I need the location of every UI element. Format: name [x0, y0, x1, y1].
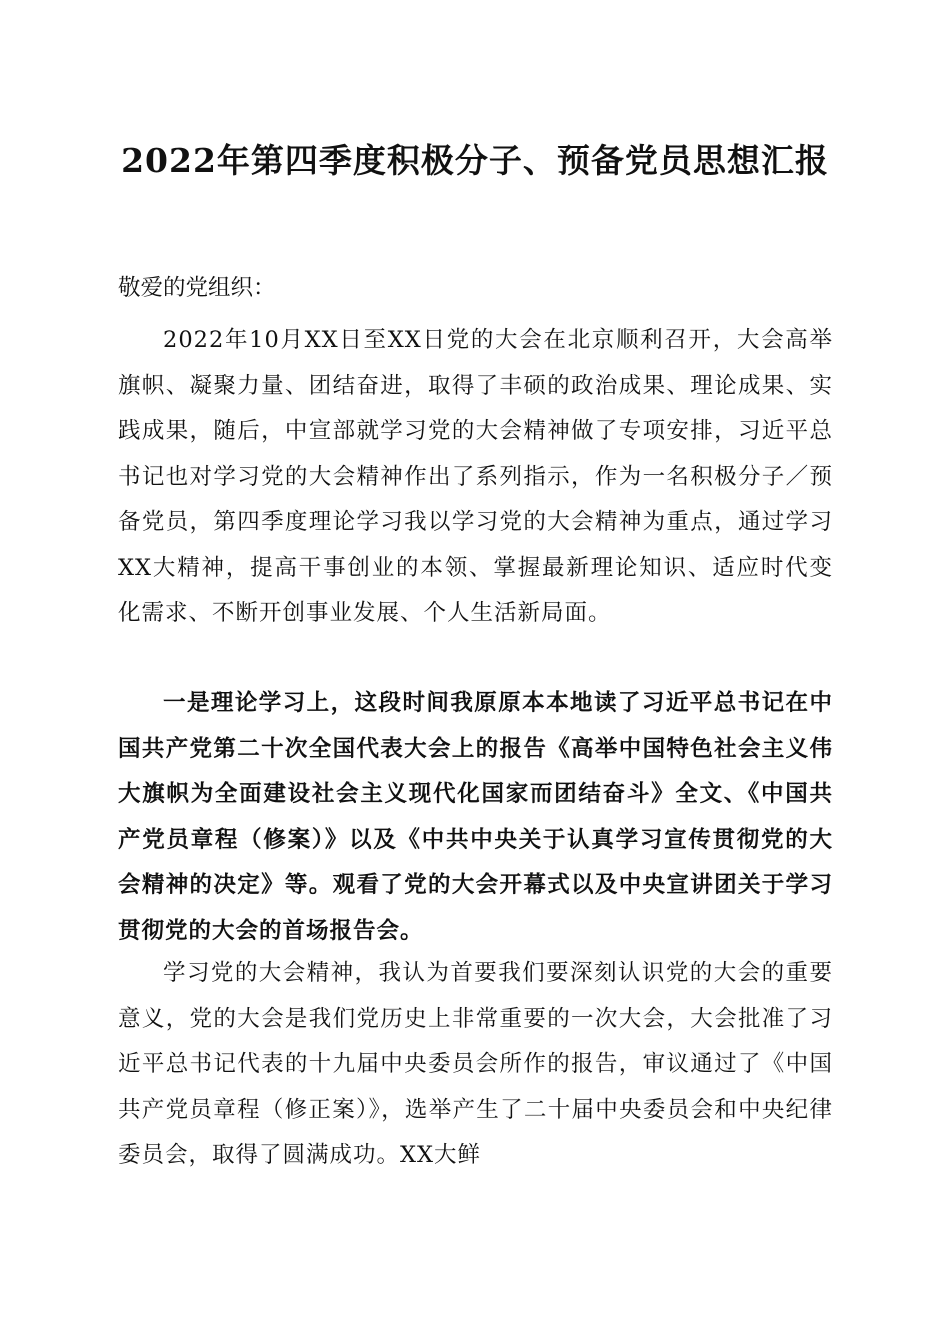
paragraph-significance: 学习党的大会精神，我认为首要我们要深刻认识党的大会的重要意义，党的大会是我们党历史上非常重要的一次大会，大会批准了习近平总书记代表的十九届中央委员会所作的报告，审议通过了《中国共产党员章程（修正案）》，选举产生了二十届中央委员会和中央纪律委员会，取得了圆满成功。XX大鲜	[118, 960, 833, 1168]
salutation: 敬爱的党组织：	[118, 275, 276, 301]
paragraph-intro: 2022年10月XX日至XX日党的大会在北京顺利召开，大会高举旗帜、凝聚力量、团结奋进，取得了丰硕的政治成果、理论成果、实践成果，随后，中宣部就学习党的大会精神做了专项安排，习近平总书记也对学习党的大会精神作出了系列指示，作为一名积极分子／预备党员，第四季度理论学习我以学习党的大会精神为重点，通过学习XX大精神，提高干事创业的本领、掌握最新理论知识、适应时代变化需求、不断开创事业发展、个人生活新局面。	[118, 327, 833, 626]
document-title: 2022年第四季度积极分子、预备党员思想汇报	[121, 141, 829, 180]
paragraph-theory-study: 一是理论学习上，这段时间我原原本本地读了习近平总书记在中国共产党第二十次全国代表大会上的报告《高举中国特色社会主义伟大旗帜为全面建设社会主义现代化国家而团结奋斗》全文、《中国共产党员章程（修案）》以及《中共中央关于认真学习宣传贯彻党的大会精神的决定》等。观看了党的大会开幕式以及中央宣讲团关于学习贯彻党的大会的首场报告会。	[118, 690, 833, 944]
